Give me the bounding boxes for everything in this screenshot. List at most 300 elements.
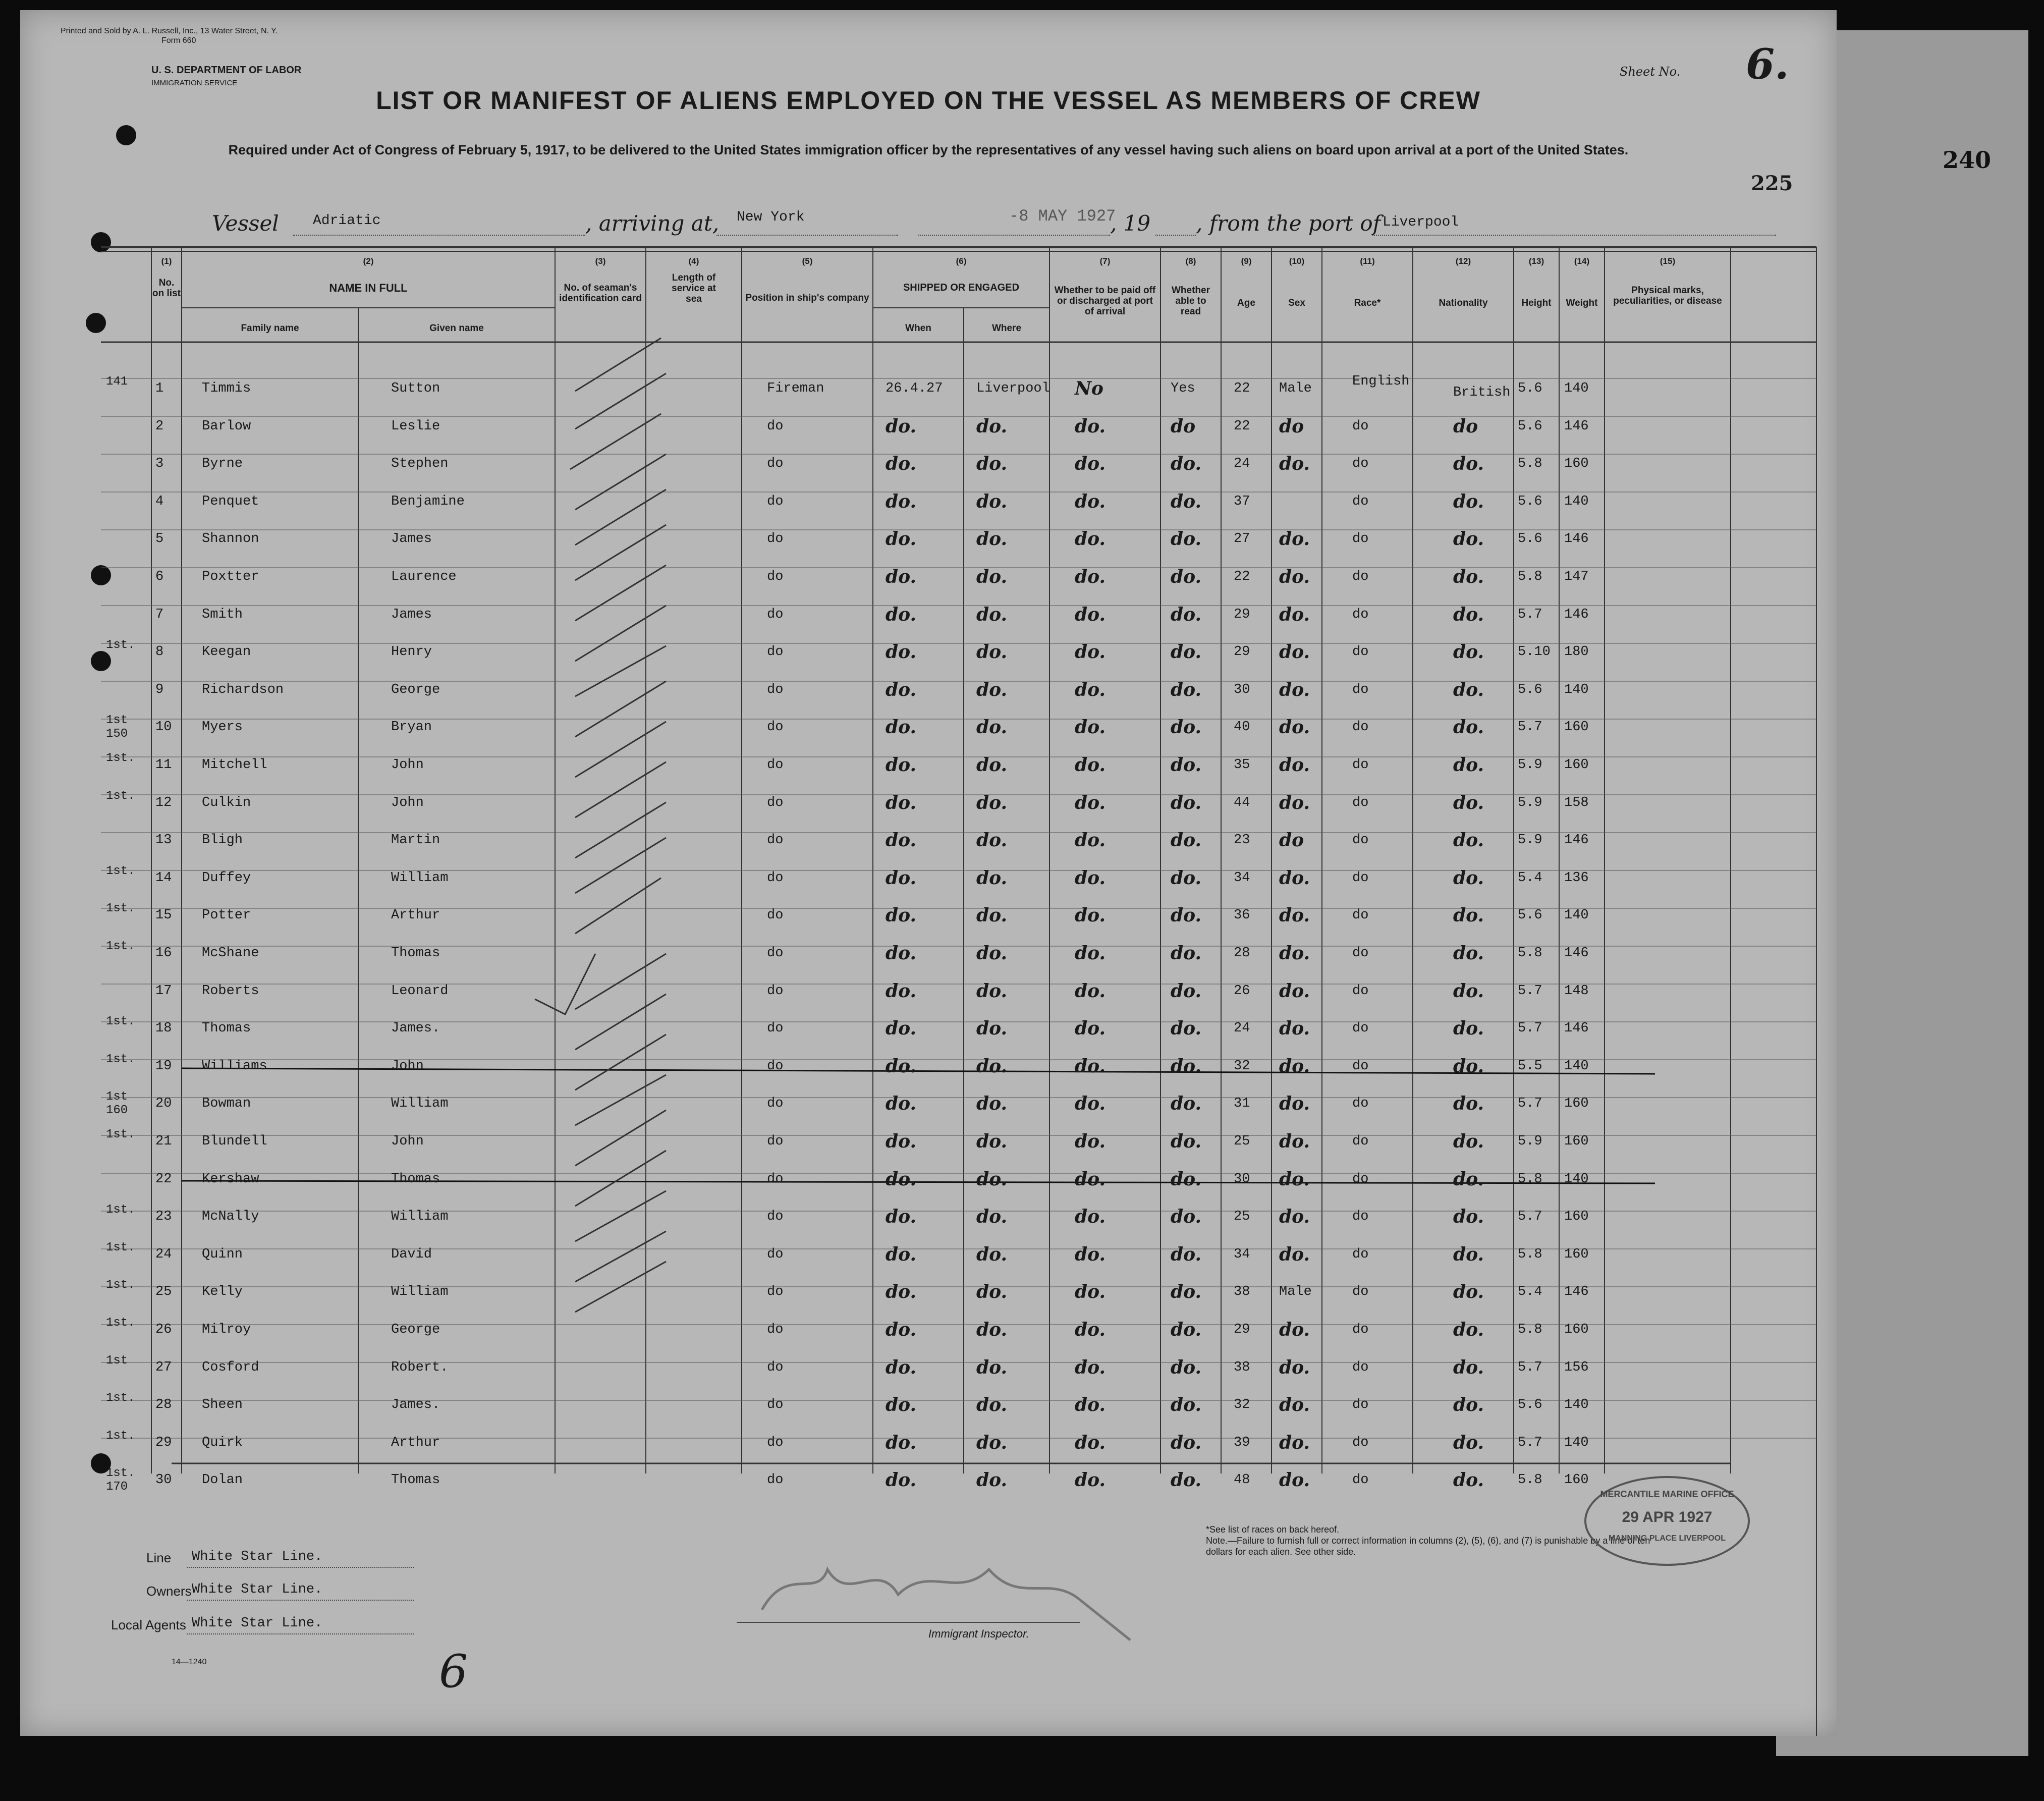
sex: Male [1279, 381, 1312, 396]
shipped-where: do. [976, 1356, 1008, 1378]
given-name: Sutton [391, 381, 440, 396]
given-name: Arthur [391, 1435, 440, 1450]
handwritten-page-number: 6 [439, 1645, 468, 1698]
weight: 160 [1564, 456, 1589, 472]
sex: do. [1279, 604, 1310, 625]
age: 28 [1234, 946, 1250, 961]
margin-note: 1st. [106, 940, 135, 953]
list-number: 3 [155, 456, 164, 472]
family-name: McShane [202, 946, 259, 961]
margin-note: 1st. [106, 864, 135, 878]
family-name: Sheen [202, 1397, 243, 1413]
given-name: George [391, 1322, 440, 1337]
position: do [767, 569, 784, 584]
margin-note: 1st 160 [106, 1090, 128, 1118]
able-to-read: do. [1171, 830, 1202, 851]
position: do [767, 908, 784, 923]
col15-number: (15) [1660, 256, 1676, 266]
height: 5.7 [1518, 720, 1542, 735]
weight: 160 [1564, 1472, 1589, 1488]
able-to-read: do. [1171, 1469, 1202, 1491]
race: do [1352, 983, 1369, 999]
age: 22 [1234, 418, 1250, 434]
margin-note: 1st. [106, 1391, 135, 1405]
nationality: do. [1453, 679, 1484, 700]
list-number: 2 [155, 418, 164, 434]
paid-off: do. [1075, 980, 1106, 1002]
able-to-read: do. [1171, 943, 1202, 964]
weight: 160 [1564, 1246, 1589, 1262]
nationality: do. [1453, 1055, 1484, 1077]
family-name: Timmis [202, 381, 251, 396]
paid-off: do. [1075, 943, 1106, 964]
family-name: Cosford [202, 1359, 259, 1375]
able-to-read: do. [1171, 1093, 1202, 1115]
height: 5.8 [1518, 569, 1542, 584]
nationality: do. [1453, 943, 1484, 964]
sex: do. [1279, 1131, 1310, 1152]
age: 30 [1234, 682, 1250, 697]
nationality: do. [1453, 528, 1484, 550]
family-name: Penquet [202, 494, 259, 509]
given-name: Leonard [391, 983, 449, 999]
agents-underline [187, 1633, 414, 1634]
shipped-when: do. [886, 1394, 917, 1416]
list-number: 17 [155, 983, 172, 999]
printer-credit: Printed and Sold by A. L. Russell, Inc., 13 Water Street, N. Y. Form 660 [61, 27, 278, 45]
margin-note: 1st. [106, 638, 135, 652]
col3-number: (3) [595, 256, 606, 266]
height: 5.6 [1518, 418, 1542, 434]
col1-number: (1) [161, 256, 172, 266]
col1-header: No. on list [152, 278, 181, 299]
able-to-read: do. [1171, 754, 1202, 776]
height: 5.6 [1518, 908, 1542, 923]
sex: do. [1279, 905, 1310, 926]
shipped-when: do. [886, 1319, 917, 1340]
shipped-where: do. [976, 1131, 1008, 1152]
race: do [1352, 531, 1369, 547]
owners-value: White Star Line. [192, 1582, 323, 1597]
paid-off: do. [1075, 830, 1106, 851]
height: 5.5 [1518, 1058, 1542, 1074]
race: do [1352, 644, 1369, 660]
paid-off: do. [1075, 905, 1106, 926]
list-number: 16 [155, 946, 172, 961]
weight: 140 [1564, 1435, 1589, 1450]
height: 5.8 [1518, 1472, 1542, 1488]
paid-off: do. [1075, 754, 1106, 776]
nationality: do. [1453, 453, 1484, 475]
margin-note: 1st. [106, 1429, 135, 1443]
position: do [767, 1322, 784, 1337]
able-to-read: do. [1171, 1356, 1202, 1378]
given-name: James. [391, 1021, 440, 1036]
race: do [1352, 908, 1369, 923]
sex: do. [1279, 754, 1310, 776]
sex: do. [1279, 453, 1310, 475]
shipped-when: do. [886, 604, 917, 625]
weight: 146 [1564, 833, 1589, 848]
list-number: 13 [155, 833, 172, 848]
position: do [767, 1397, 784, 1413]
col13-header: Height [1521, 298, 1552, 308]
age: 39 [1234, 1435, 1250, 1450]
position: do [767, 1171, 784, 1187]
race: do [1352, 1058, 1369, 1074]
given-name: William [391, 1284, 449, 1300]
height: 5.4 [1518, 870, 1542, 886]
family-name: McNally [202, 1209, 259, 1225]
weight: 160 [1564, 1134, 1589, 1149]
margin-note: 1st. [106, 1052, 135, 1066]
shipped-where: do. [976, 528, 1008, 550]
sex: do. [1279, 1243, 1310, 1265]
nationality: do. [1453, 1093, 1484, 1115]
given-name: Robert. [391, 1359, 449, 1375]
margin-note: 1st [106, 1353, 128, 1368]
margin-note: 1st. [106, 1316, 135, 1330]
family-name: Quinn [202, 1246, 243, 1262]
shipped-when: do. [886, 754, 917, 776]
list-number: 15 [155, 908, 172, 923]
position: do [767, 1096, 784, 1112]
age: 34 [1234, 1246, 1250, 1262]
list-number: 5 [155, 531, 164, 547]
sex: do. [1279, 566, 1310, 587]
nationality: do. [1453, 1018, 1484, 1040]
sex: do. [1279, 867, 1310, 889]
age: 48 [1234, 1472, 1250, 1488]
given-name: James [391, 607, 432, 622]
able-to-read: do [1171, 415, 1196, 437]
shipped-where: do. [976, 717, 1008, 738]
age: 29 [1234, 607, 1250, 622]
given-name: William [391, 1096, 449, 1112]
shipped-when: do. [886, 679, 917, 700]
race: do [1352, 1096, 1369, 1112]
age: 24 [1234, 1021, 1250, 1036]
col5-number: (5) [802, 256, 813, 266]
age: 36 [1234, 908, 1250, 923]
margin-note: 1st. [106, 751, 135, 765]
position: do [767, 494, 784, 509]
nationality: do. [1453, 1319, 1484, 1340]
list-number: 1 [155, 381, 164, 396]
sex: do. [1279, 943, 1310, 964]
race: do [1352, 1472, 1369, 1488]
family-name: Potter [202, 908, 251, 923]
age: 34 [1234, 870, 1250, 886]
shipped-when: do. [886, 528, 917, 550]
list-number: 25 [155, 1284, 172, 1300]
shipped-when: do. [886, 415, 917, 437]
paid-off: do. [1075, 1206, 1106, 1228]
sex: do. [1279, 1432, 1310, 1453]
col9-number: (9) [1241, 256, 1252, 266]
shipped-when: do. [886, 1469, 917, 1491]
position: do [767, 795, 784, 810]
nationality: do. [1453, 980, 1484, 1002]
able-to-read: Yes [1171, 381, 1195, 396]
line-underline [187, 1567, 414, 1568]
nationality: British [1453, 385, 1511, 400]
position: do [767, 1284, 784, 1300]
col3-header: No. of seaman's identification card [559, 283, 642, 304]
age: 35 [1234, 757, 1250, 773]
sex: do. [1279, 1356, 1310, 1378]
family-name: Bligh [202, 833, 243, 848]
list-number: 26 [155, 1322, 172, 1337]
col10-number: (10) [1289, 256, 1305, 266]
paid-off: do. [1075, 415, 1106, 437]
sheet-no-value: 6. [1746, 40, 1789, 89]
weight: 160 [1564, 1096, 1589, 1112]
list-number: 14 [155, 870, 172, 886]
position: do [767, 720, 784, 735]
shipped-when: do. [886, 453, 917, 475]
weight: 146 [1564, 1021, 1589, 1036]
family-name: Williams [202, 1058, 267, 1074]
position: do [767, 757, 784, 773]
given-name: John [391, 1058, 424, 1074]
given-name: Laurence [391, 569, 457, 584]
col4-header: Length of service at sea [672, 272, 716, 304]
nationality: do. [1453, 641, 1484, 663]
margin-note: 1st. [106, 1015, 135, 1029]
age: 27 [1234, 531, 1250, 547]
age: 22 [1234, 569, 1250, 584]
paid-off: do. [1075, 1281, 1106, 1303]
paid-off: do. [1075, 528, 1106, 550]
vessel-label: Vessel [212, 211, 279, 236]
position: do [767, 1435, 784, 1450]
paid-off: do. [1075, 867, 1106, 889]
nationality: do. [1453, 1168, 1484, 1190]
given-name: Benjamine [391, 494, 465, 509]
paid-off: do. [1075, 641, 1106, 663]
age: 22 [1234, 381, 1250, 396]
list-number: 21 [155, 1134, 172, 1149]
nationality: do. [1453, 1469, 1484, 1491]
able-to-read: do. [1171, 1168, 1202, 1190]
col6-number: (6) [956, 256, 967, 266]
given-name: Arthur [391, 908, 440, 923]
nationality: do. [1453, 905, 1484, 926]
race: do [1352, 1435, 1369, 1450]
age: 29 [1234, 644, 1250, 660]
position: do [767, 1134, 784, 1149]
nationality: do. [1453, 490, 1484, 512]
sex: do. [1279, 1394, 1310, 1416]
sex: do. [1279, 1168, 1310, 1190]
margin-note: 1st. 170 [106, 1466, 135, 1494]
given-name: William [391, 1209, 449, 1225]
list-number: 6 [155, 569, 164, 584]
race: do [1352, 1397, 1369, 1413]
given-name: Thomas [391, 946, 440, 961]
list-number: 28 [155, 1397, 172, 1413]
paid-off: do. [1075, 1469, 1106, 1491]
shipped-when: do. [886, 490, 917, 512]
shipped-when: do. [886, 830, 917, 851]
able-to-read: do. [1171, 453, 1202, 475]
sex: do. [1279, 1055, 1310, 1077]
nationality: do. [1453, 1281, 1484, 1303]
shipped-when: do. [886, 1206, 917, 1228]
paid-off: do. [1075, 1432, 1106, 1453]
given-name: William [391, 870, 449, 886]
family-name: Myers [202, 720, 243, 735]
shipped-where: do. [976, 1168, 1008, 1190]
able-to-read: do. [1171, 679, 1202, 700]
given-name: Leslie [391, 418, 440, 434]
given-name: Stephen [391, 456, 449, 472]
col4-number: (4) [688, 256, 699, 266]
race: do [1352, 1134, 1369, 1149]
family-name: Kelly [202, 1284, 243, 1300]
shipped-where: do. [976, 604, 1008, 625]
margin-note: 1st. [106, 1240, 135, 1254]
paid-off: do. [1075, 1394, 1106, 1416]
height: 5.7 [1518, 1359, 1542, 1375]
age: 29 [1234, 1322, 1250, 1337]
family-name: Shannon [202, 531, 259, 547]
shipped-when: do. [886, 1168, 917, 1190]
weight: 140 [1564, 908, 1589, 923]
age: 37 [1234, 494, 1250, 509]
paid-off: do. [1075, 1055, 1106, 1077]
race: do [1352, 456, 1369, 472]
nationality: do. [1453, 604, 1484, 625]
col14-header: Weight [1566, 298, 1598, 308]
sex: do. [1279, 980, 1310, 1002]
shipped-when: do. [886, 566, 917, 587]
position: do [767, 833, 784, 848]
shipped-where: do. [976, 1055, 1008, 1077]
weight: 140 [1564, 494, 1589, 509]
weight: 180 [1564, 644, 1589, 660]
list-number: 8 [155, 644, 164, 660]
shipped-when: do. [886, 1131, 917, 1152]
shipped-where: do. [976, 1469, 1008, 1491]
position: do [767, 946, 784, 961]
year-label: , 19 [1110, 211, 1151, 236]
sex: do. [1279, 641, 1310, 663]
list-number: 12 [155, 795, 172, 810]
arriving-label: , arriving at, [585, 211, 720, 236]
shipped-when: do. [886, 1018, 917, 1040]
position: do [767, 456, 784, 472]
family-name: Bowman [202, 1096, 251, 1112]
able-to-read: do. [1171, 566, 1202, 587]
age: 23 [1234, 833, 1250, 848]
owners-label: Owners [146, 1584, 192, 1599]
margin-note: 1st. [106, 1278, 135, 1292]
height: 5.9 [1518, 1134, 1542, 1149]
able-to-read: do. [1171, 1243, 1202, 1265]
shipped-where: do. [976, 1394, 1008, 1416]
height: 5.8 [1518, 1246, 1542, 1262]
position: do [767, 607, 784, 622]
departure-port-value: Liverpool [1383, 214, 1459, 230]
weight: 160 [1564, 720, 1589, 735]
able-to-read: do. [1171, 490, 1202, 512]
able-to-read: do. [1171, 905, 1202, 926]
list-number: 29 [155, 1435, 172, 1450]
age: 44 [1234, 795, 1250, 810]
able-to-read: do. [1171, 1055, 1202, 1077]
race: do [1352, 569, 1369, 584]
able-to-read: do. [1171, 1432, 1202, 1453]
height: 5.6 [1518, 381, 1542, 396]
position: do [767, 1058, 784, 1074]
height: 5.7 [1518, 983, 1542, 999]
given-name: John [391, 757, 424, 773]
family-name: Thomas [202, 1021, 251, 1036]
weight: 156 [1564, 1359, 1589, 1375]
list-number: 4 [155, 494, 164, 509]
shipped-when: do. [886, 980, 917, 1002]
list-number: 23 [155, 1209, 172, 1225]
shipped-when: do. [886, 641, 917, 663]
footnote: *See list of races on back hereof. Note.—Failure to furnish full or correct information in columns (2), (5), (6), and (7) is punishable by a fine of ten dollars for each alien. See other side. [1206, 1524, 1650, 1557]
paid-off: do. [1075, 1093, 1106, 1115]
col8-header: Whether able to read [1172, 285, 1210, 317]
nationality: do. [1453, 1131, 1484, 1152]
race: do [1352, 494, 1369, 509]
race: do [1352, 607, 1369, 622]
race: do [1352, 946, 1369, 961]
col13-number: (13) [1528, 256, 1544, 266]
weight: 146 [1564, 531, 1589, 547]
age: 31 [1234, 1096, 1250, 1112]
height: 5.6 [1518, 494, 1542, 509]
nationality: do. [1453, 1432, 1484, 1453]
height: 5.6 [1518, 531, 1542, 547]
able-to-read: do. [1171, 1319, 1202, 1340]
position: do [767, 1472, 784, 1488]
col12-header: Nationality [1439, 298, 1488, 308]
shipped-where: do. [976, 830, 1008, 851]
able-to-read: do. [1171, 717, 1202, 738]
race: do [1352, 418, 1369, 434]
height: 5.7 [1518, 607, 1542, 622]
family-name: Barlow [202, 418, 251, 434]
page-title: LIST OR MANIFEST OF ALIENS EMPLOYED ON THE VESSEL AS MEMBERS OF CREW [376, 86, 1481, 115]
list-number: 24 [155, 1246, 172, 1262]
shipped-where: do. [976, 792, 1008, 813]
col12-number: (12) [1455, 256, 1471, 266]
shipped-where: do. [976, 1206, 1008, 1228]
shipped-when: do. [886, 1281, 917, 1303]
height: 5.7 [1518, 1096, 1542, 1112]
race: do [1352, 1021, 1369, 1036]
list-number: 19 [155, 1058, 172, 1074]
form-number: 14—1240 [172, 1658, 207, 1666]
age: 32 [1234, 1397, 1250, 1413]
paid-off: do. [1075, 1168, 1106, 1190]
paid-off: do. [1075, 604, 1106, 625]
height: 5.8 [1518, 1322, 1542, 1337]
able-to-read: do. [1171, 792, 1202, 813]
nationality: do. [1453, 1243, 1484, 1265]
shipped-where: do. [976, 415, 1008, 437]
family-name: Duffey [202, 870, 251, 886]
weight: 146 [1564, 946, 1589, 961]
age: 24 [1234, 456, 1250, 472]
position: do [767, 644, 784, 660]
